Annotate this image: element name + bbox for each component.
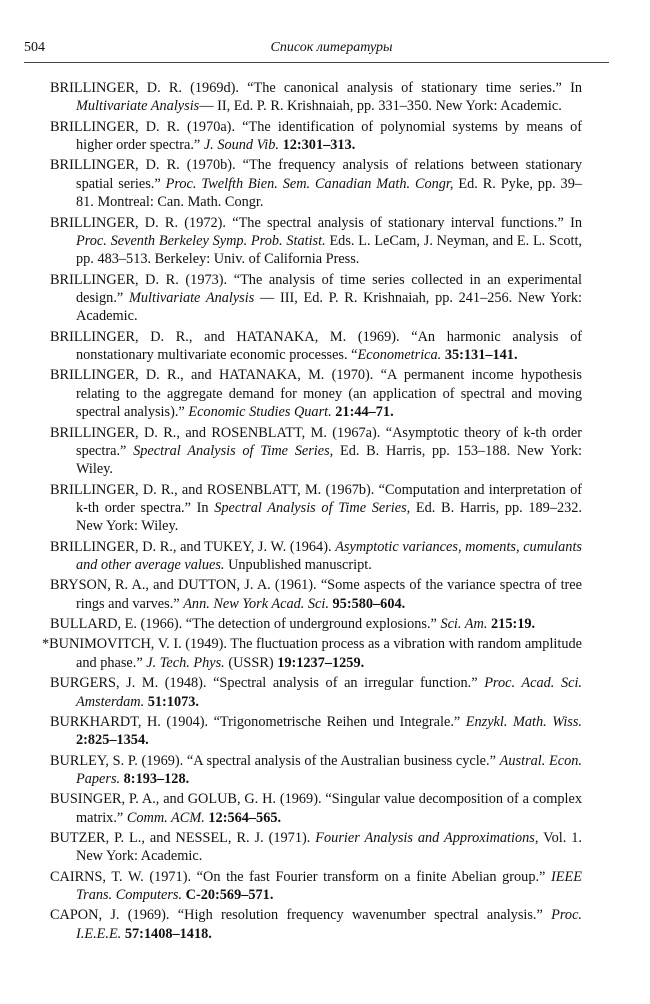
page-number: 504: [24, 40, 45, 55]
reference-entry: BRYSON, R. A., and DUTTON, J. A. (1961). “Some aspects of the variance spectra of tree rings and varves.” Ann. New York Acad. Sci. 95:580–604.: [50, 577, 582, 612]
reference-entry: CAIRNS, T. W. (1971). “On the fast Fourier transform on a finite Abelian group.” IEEE Trans. Computers. C-20:569–571.: [50, 868, 582, 904]
reference-entry: CAPON, J. (1969). “High resolution frequency wavenumber spectral analysis.” Proc. I.E.E.E. 57:1408–1418.: [50, 907, 582, 942]
reference-entry: BRILLINGER, D. R. (1973). “The analysis of time series collected in an experimental design.” Multivariate Analysis — III, Ed. P. R. Krishnaiah, pp. 241–256. New York: Academic.: [50, 271, 582, 325]
reference-entry: BURLEY, S. P. (1969). “A spectral analysis of the Australian business cycle.” Austral. Econ. Papers. 8:193–128.: [50, 752, 582, 787]
reference-entry: BRILLINGER, D. R., and ROSENBLATT, M. (1967a). “Asymptotic theory of k-th order spectra.” Spectral Analysis of Time Series, Ed. B. Harris, pp. 153–188. New York: Wiley.: [50, 424, 583, 478]
reference-entry: BUTZER, P. L., and NESSEL, R. J. (1971). Fourier Analysis and Approximations, Vol. 1. New York: Academic.: [50, 829, 582, 865]
reference-entry: BUSINGER, P. A., and GOLUB, G. H. (1969). “Singular value decomposition of a complex matrix.” Comm. ACM. 12:564–565.: [50, 791, 582, 826]
page-header: [24, 40, 609, 63]
reference-entry: BRILLINGER, D. R., and HATANAKA, M. (1970). “A permanent income hypothesis relating to the aggregate demand for money (an application of spectral and moving spectral analysis).” Economic Studies Quart. 21:44–71.: [50, 367, 582, 421]
running-title: Список литературы: [270, 40, 393, 55]
reference-entry: BURGERS, J. M. (1948). “Spectral analysis of an irregular function.” Proc. Acad. Sci. Amsterdam. 51:1073.: [50, 675, 582, 710]
reference-list: [42, 79, 583, 945]
reference-entry: BRILLINGER, D. R. (1969d). “The canonical analysis of stationary time series.” In Multivariate Analysis— II, Ed. P. R. Krishnaiah, pp. 331–350. New York: Academic.: [50, 80, 582, 115]
reference-entry: BULLARD, E. (1966). “The detection of underground explosions.” Sci. Am. 215:19.: [50, 616, 536, 633]
reference-entry: BRILLINGER, D. R. (1972). “The spectral analysis of stationary interval functions.” In Proc. Seventh Berkeley Symp. Prob. Statist. Eds. L. LeCam, J. Neyman, and E. L. Scott, pp. 483–513. Berkeley: Univ. of California Press.: [50, 214, 582, 268]
reference-entry: BRILLINGER, D. R., and HATANAKA, M. (1969). “An harmonic analysis of nonstationary multivariate economic processes. “Econometrica. 35:131–141.: [50, 328, 582, 364]
reference-entry: BRILLINGER, D. R. (1970a). “The identification of polynomial systems by means of higher order spectra.” J. Sound Vib. 12:301–313.: [50, 118, 582, 154]
reference-entry: BRILLINGER, D. R., and ROSENBLATT, M. (1967b). “Computation and interpretation of k-th order spectra.” In Spectral Analysis of Time Series, Ed. B. Harris, pp. 189–232. New York: Wiley.: [50, 481, 582, 535]
reference-entry: *BUNIMOVITCH, V. I. (1949). The fluctuation process as a vibration with random amplitude and phase.” J. Tech. Phys. (USSR) 19:1237–1259.: [42, 636, 583, 671]
reference-entry: BRILLINGER, D. R., and TUKEY, J. W. (1964). Asymptotic variances, moments, cumulants and other average values. Unpublished manuscript.: [50, 538, 582, 574]
reference-entry: BRILLINGER, D. R. (1970b). “The frequency analysis of relations between stationary spatial series.” Proc. Twelfth Bien. Sem. Canadian Math. Congr, Ed. R. Pyke, pp. 39–81. Montreal: Can. Math. Congr.: [50, 157, 583, 211]
reference-entry: BURKHARDT, H. (1904). “Trigonometrische Reihen und Integrale.” Enzykl. Math. Wiss. 2:825–1354.: [50, 713, 582, 749]
